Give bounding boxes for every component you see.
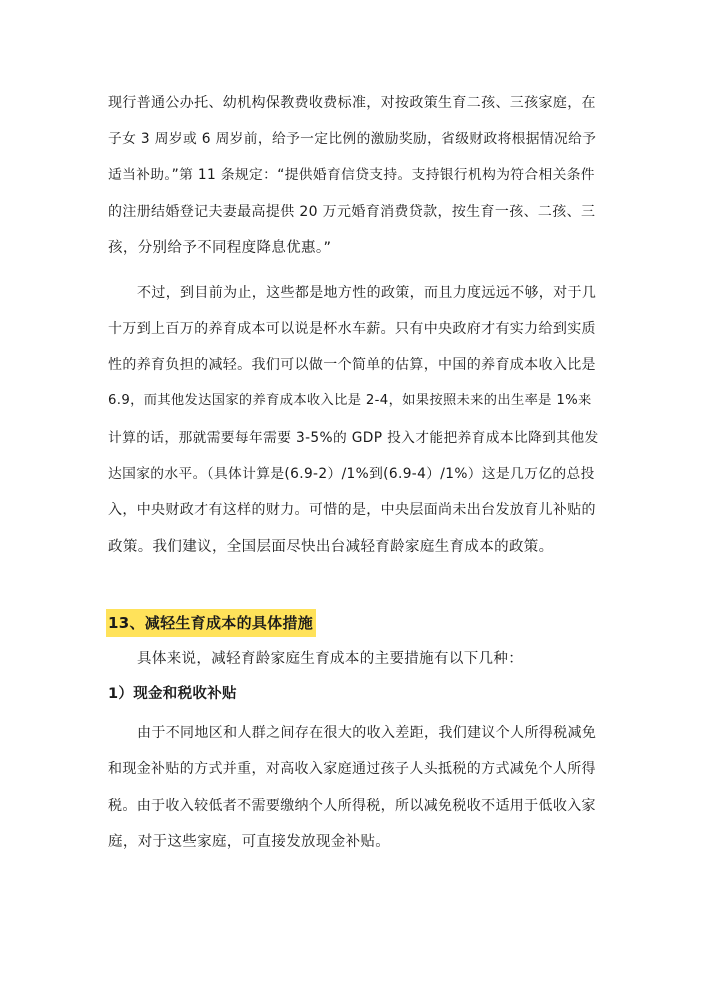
- paragraph1-line-4: 的注册结婚登记夫妻最高提供 20 万元婚育消费贷款，按生育一孩、二孩、三: [108, 204, 596, 220]
- paragraph2-line-7: 入，中央财政才有这样的财力。可惜的是，中央层面尚未出台发放育儿补贴的: [108, 502, 596, 518]
- paragraph3-line-4: 庭，对于这些家庭，可直接发放现金补贴。: [108, 834, 391, 850]
- paragraph3-line-2: 和现金补贴的方式并重，对高收入家庭通过孩子人头抵税的方式减免个人所得: [108, 761, 596, 777]
- paragraph2-line-3: 性的养育负担的减轻。我们可以做一个简单的估算，中国的养育成本收入比是: [108, 357, 596, 373]
- paragraph1-line-5: 孩，分别给予不同程度降息优惠。”: [108, 240, 332, 256]
- paragraph3-line-3: 税。由于收入较低者不需要缴纳个人所得税，所以减免税收不适用于低收入家: [108, 798, 596, 814]
- section-heading: 13、减轻生育成本的具体措施: [106, 609, 316, 637]
- paragraph2-line-8: 政策。我们建议，全国层面尽快出台减轻育龄家庭生育成本的政策。: [108, 539, 554, 555]
- paragraph3-line-1: 由于不同地区和人群之间存在很大的收入差距，我们建议个人所得税减免: [137, 725, 597, 741]
- paragraph1-line-1: 现行普通公办托、幼机构保教费收费标准，对按政策生育二孩、三孩家庭，在: [108, 95, 596, 111]
- paragraph2-line-5: 计算的话，那就需要每年需要 3-5%的 GDP 投入才能把养育成本比降到其他发: [108, 430, 599, 446]
- paragraph1-line-3: 适当补助。”第 11 条规定：“提供婚育信贷支持。支持银行机构为符合相关条件: [108, 167, 595, 183]
- paragraph2-line-4: 6.9，而其他发达国家的养育成本收入比是 2-4，如果按照未来的出生率是 1%来: [108, 393, 592, 408]
- section-intro: 具体来说，减轻育龄家庭生育成本的主要措施有以下几种：: [137, 651, 524, 667]
- paragraph2-line-1: 不过，到目前为止，这些都是地方性的政策，而且力度远远不够，对于几: [137, 285, 597, 301]
- paragraph2-line-6: 达国家的水平。（具体计算是(6.9-2）/1%到(6.9-4）/1%）这是几万亿的总投: [108, 466, 595, 482]
- paragraph1-line-2: 子女 3 周岁或 6 周岁前，给予一定比例的激励奖励，省级财政将根据情况给予: [108, 131, 597, 147]
- subsection-heading: 1）现金和税收补贴: [108, 686, 237, 702]
- paragraph2-line-2: 十万到上百万的养育成本可以说是杯水车薪。只有中央政府才有实力给到实质: [108, 321, 596, 337]
